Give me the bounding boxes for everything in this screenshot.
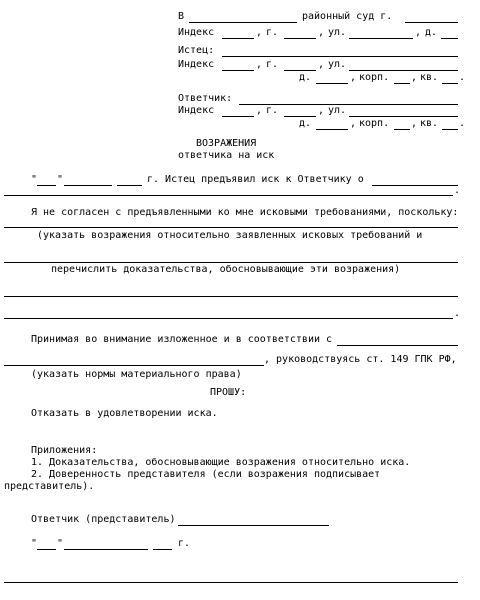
disagree-text: Я не согласен с предъявленными ко мне исковыми требованиями, поскольку: [31,207,459,218]
attachment-2: 2. Доверенность представителя (если возражения подписывает [31,469,381,480]
defendant-flat-blank [442,129,458,130]
objection-blank-1 [4,227,458,228]
court-street-blank [349,38,413,39]
defendant-building-blank [394,129,410,130]
request-heading: ПРОШУ: [210,387,247,398]
defendant-flat-label: кв. [420,118,439,129]
law-blank-2 [4,365,264,366]
defendant-index-blank [222,116,254,117]
law-hint: (указать нормы материального права) [31,369,242,380]
law-blank-1 [337,345,458,346]
objection-hint-1: (указать возражения относительно заявленных исковых требований и [37,230,423,241]
defendant-street-label: ул. [328,105,347,116]
court-house-label: д. [425,27,438,38]
date-quote-close: " [57,174,64,185]
footer-month-blank [64,549,148,550]
date-year-blank [117,185,142,186]
plaintiff-building-blank [394,83,410,84]
claim-subject-blank-2 [4,195,453,196]
footer-date-quote-close: " [57,538,64,549]
bottom-rule [4,582,458,583]
claim-intro: г. Истец предъявил иск к Ответчику о [147,174,364,185]
footer-date-quote-open: " [31,538,38,549]
period: . [454,185,461,196]
attachment-1: 1. Доказательства, обосновывающие возражения относительно иска. [31,457,411,468]
plaintiff-building-label: корп. [359,72,390,83]
date-day-blank [37,185,56,186]
footer-year-blank [153,549,172,550]
plaintiff-house-blank [316,83,348,84]
court-name-blank [189,22,297,23]
objection-blank-4 [4,318,453,319]
defendant-building-label: корп. [359,118,390,129]
considering-text: Принимая во внимание изложенное и в соответствии с [31,334,333,345]
plaintiff-city-blank [284,70,316,71]
signature-label: Ответчик (представитель) [31,514,176,525]
court-street-label: ул. [328,27,347,38]
objection-blank-3 [4,296,458,297]
date-month-blank [64,185,112,186]
defendant-house-label: д. [299,118,312,129]
period-2: . [454,308,461,319]
court-index-label: Индекс [178,27,215,38]
plaintiff-label: Истец: [178,45,215,56]
plaintiff-name-blank [222,56,458,57]
request-text: Отказать в удовлетворении иска. [31,408,218,419]
objection-hint-2: перечислить доказательства, обосновывающие эти возражения) [51,264,401,275]
defendant-house-blank [316,129,348,130]
plaintiff-house-label: д. [299,72,312,83]
court-index-blank [222,38,254,39]
defendant-label: Ответчик: [178,93,233,104]
attachment-2-cont: представитель). [4,481,95,492]
defendant-index-label: Индекс [178,105,215,116]
plaintiff-index-blank [222,70,254,71]
court-prefix: В [178,11,185,22]
defendant-city-label: г. [266,105,279,116]
court-city-blank-2 [284,38,316,39]
plaintiff-flat-label: кв. [420,72,439,83]
attachments-label: Приложения: [31,445,98,456]
court-house-blank [441,38,458,39]
guided-text: , руководствуясь ст. 149 ГПК РФ, [264,354,457,365]
court-city-blank [405,22,458,23]
defendant-city-blank [284,116,316,117]
defendant-street-blank [349,116,458,117]
document-subtitle: ответчика на иск [178,150,275,161]
plaintiff-index-label: Индекс [178,59,215,70]
plaintiff-street-label: ул. [328,59,347,70]
date-quote-open: " [31,174,38,185]
plaintiff-street-blank [349,70,458,71]
plaintiff-flat-blank [442,83,458,84]
footer-day-blank [37,549,56,550]
footer-city: г. [178,538,191,549]
claim-subject-blank [372,185,458,186]
signature-blank [178,525,329,526]
objection-blank-2 [4,262,458,263]
plaintiff-city-label: г. [266,59,279,70]
document-title: ВОЗРАЖЕНИЯ [196,138,257,149]
court-city-label: г. [266,27,279,38]
court-suffix: районный суд г. [302,11,393,22]
